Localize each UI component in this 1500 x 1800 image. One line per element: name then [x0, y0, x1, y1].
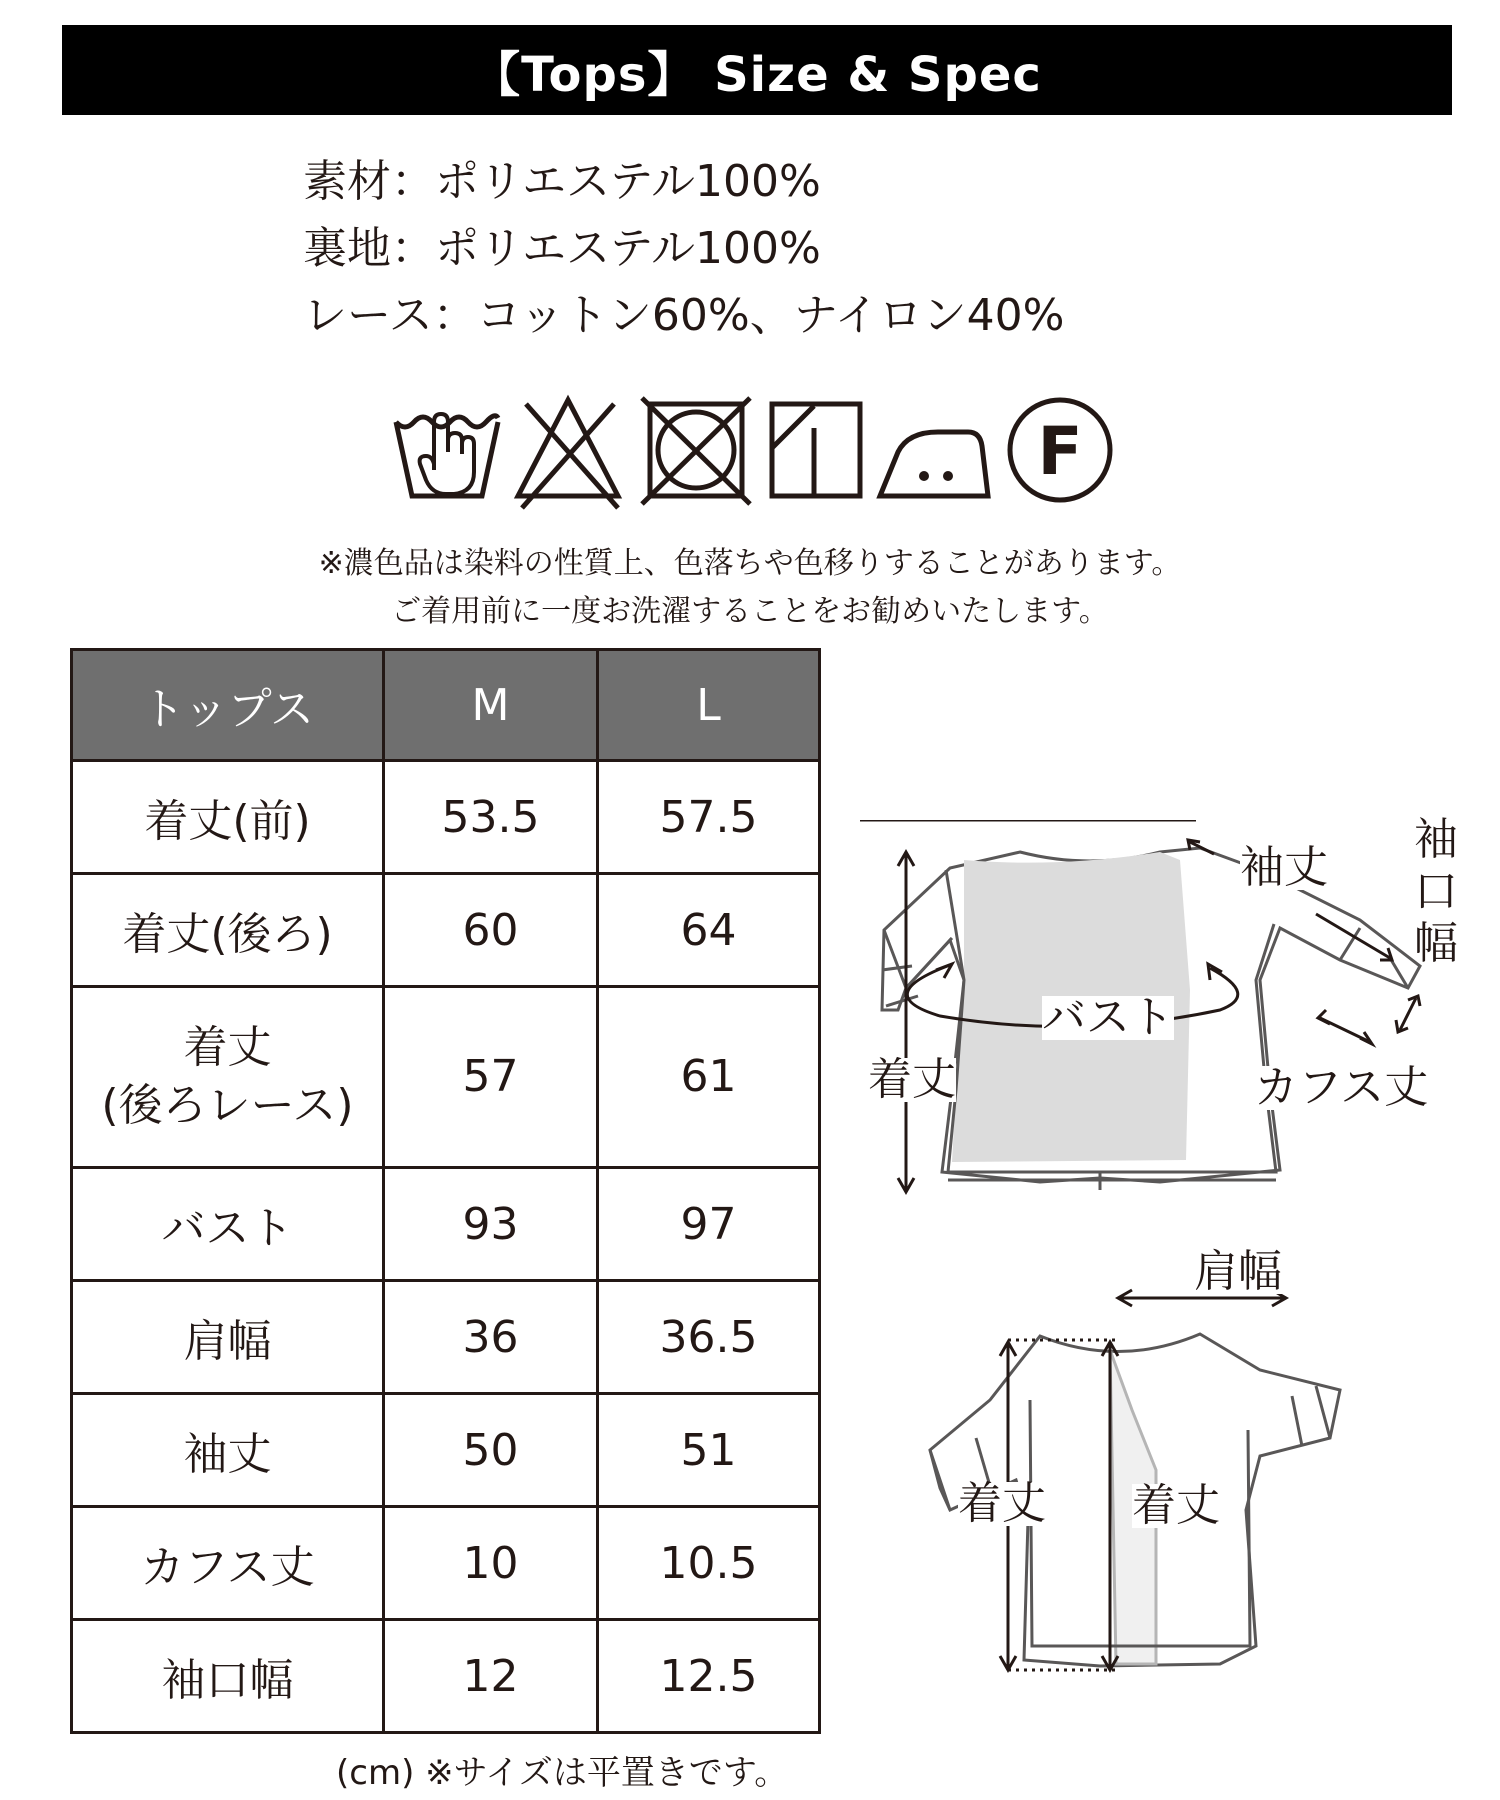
size-table: [70, 648, 821, 1734]
row-label: 着丈(前): [72, 761, 384, 874]
row-label: バスト: [72, 1168, 384, 1281]
row-label: 袖丈: [72, 1394, 384, 1507]
row-label: [72, 987, 384, 1168]
label-char: 幅: [1414, 918, 1458, 969]
row-label-line: 着丈: [183, 1022, 272, 1073]
back-illustration: [920, 1246, 1450, 1700]
label-cuff-length: カフス丈: [1254, 1062, 1429, 1113]
table-row: [72, 1620, 820, 1733]
value-l: 12.5: [598, 1620, 820, 1733]
row-label: 肩幅: [72, 1281, 384, 1394]
back-diagram: [920, 1246, 1450, 1700]
care-icons: [390, 392, 1118, 512]
value-l: 64: [598, 874, 820, 987]
row-label: 袖口幅: [72, 1620, 384, 1733]
value-m: 60: [384, 874, 598, 987]
row-label-line: (後ろレース): [101, 1080, 354, 1131]
value-l: 36.5: [598, 1281, 820, 1394]
label-char: 袖: [1414, 814, 1458, 865]
no-bleach-icon: [518, 400, 618, 508]
dry-clean-letter: F: [1037, 413, 1083, 490]
label-bust: バスト: [1042, 992, 1174, 1043]
front-diagram: [860, 814, 1460, 1240]
care-notes: [0, 540, 1500, 636]
dry-clean-f-icon: [1010, 400, 1110, 500]
header-item: トップス: [72, 650, 384, 761]
material-line: 素材：ポリエステル100%: [303, 156, 821, 207]
table-row: [72, 761, 820, 874]
value-m: 10: [384, 1507, 598, 1620]
table-row: [72, 1168, 820, 1281]
label-shoulder-width: 肩幅: [1194, 1246, 1282, 1297]
table-row: [72, 987, 820, 1168]
label-char: 口: [1414, 866, 1458, 917]
table-row: [72, 1507, 820, 1620]
no-tumble-dry-icon: [642, 398, 750, 504]
note-line: ※濃色品は染料の性質上、色落ちや色移りすることがあります。: [318, 546, 1182, 581]
label-cuff-width: [1412, 814, 1460, 970]
label-length-outer: 着丈: [958, 1478, 1046, 1529]
note-line: ご着用前に一度お洗濯することをお勧めいたします。: [391, 594, 1109, 629]
value-l: 61: [598, 987, 820, 1168]
value-m: 53.5: [384, 761, 598, 874]
value-l: 10.5: [598, 1507, 820, 1620]
row-label: 着丈(後ろ): [72, 874, 384, 987]
label-length-lace: 着丈: [1132, 1480, 1220, 1531]
header-size-m: M: [384, 650, 598, 761]
table-row: [72, 1281, 820, 1394]
materials-list: [303, 148, 1064, 349]
value-l: 57.5: [598, 761, 820, 874]
value-m: 93: [384, 1168, 598, 1281]
page-title: 【Tops】 Size & Spec: [62, 25, 1452, 115]
label-length: 着丈: [868, 1054, 956, 1105]
size-footnote: (cm) ※サイズは平置きです。: [336, 1753, 789, 1793]
table-row: [72, 1394, 820, 1507]
material-line: 裏地：ポリエステル100%: [303, 223, 821, 274]
table-row: [72, 874, 820, 987]
line-dry-shade-icon: [772, 404, 860, 496]
header-size-l: L: [598, 650, 820, 761]
material-line: レース：コットン60%、ナイロン40%: [303, 290, 1065, 341]
value-m: 36: [384, 1281, 598, 1394]
iron-medium-icon: [880, 432, 988, 496]
table-header-row: [72, 650, 820, 761]
row-label: カフス丈: [72, 1507, 384, 1620]
value-m: 50: [384, 1394, 598, 1507]
value-l: 51: [598, 1394, 820, 1507]
value-m: 12: [384, 1620, 598, 1733]
hand-wash-icon: [396, 414, 498, 496]
value-l: 97: [598, 1168, 820, 1281]
label-sleeve-length: 袖丈: [1240, 842, 1328, 893]
value-m: 57: [384, 987, 598, 1168]
